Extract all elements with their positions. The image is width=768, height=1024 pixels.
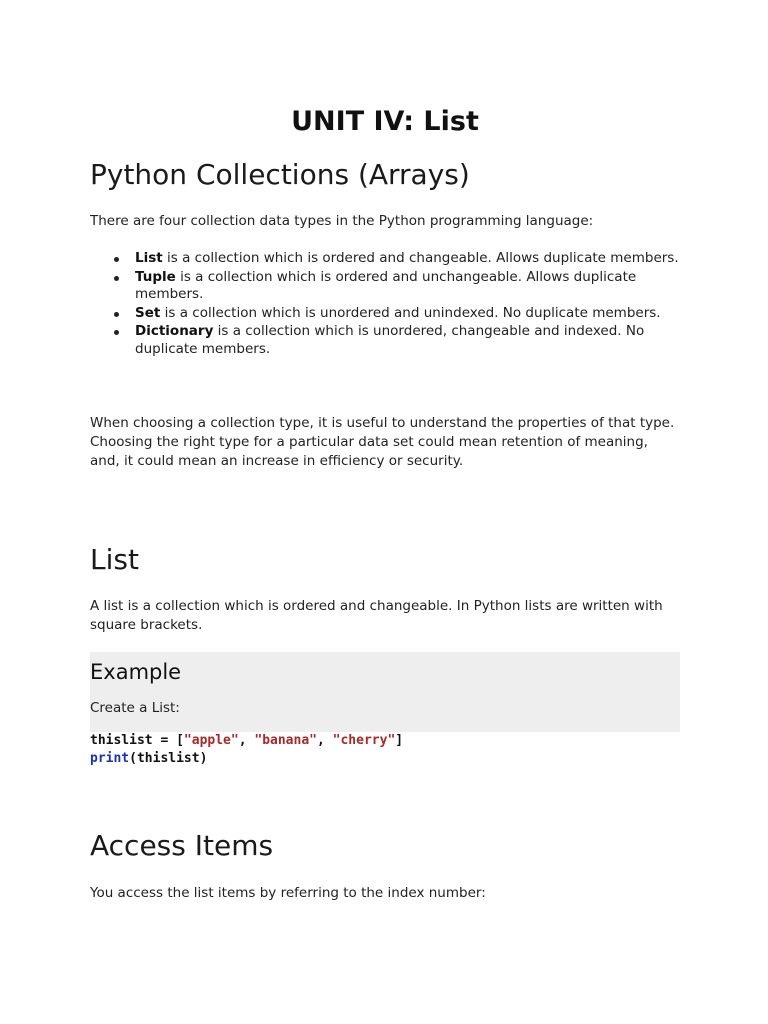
collections-intro: There are four collection data types in the Python programming language: [90,213,594,229]
bullet-icon [114,330,119,335]
term-dictionary: Dictionary [135,323,214,339]
term-description: is a collection which is unordered and unindexed. No duplicate members. [160,304,661,321]
term-list: List [135,250,163,266]
term-tuple: Tuple [135,268,176,285]
term-description: is a collection which is ordered and changeable. Allows duplicate members. [162,250,679,266]
code-text: , [317,733,333,748]
bullet-icon [114,276,119,281]
code-string: "banana" [254,733,317,748]
list-item [90,305,680,323]
list-description: A list is a collection which is ordered and changeable. In Python lists are written with square brackets. [90,598,663,633]
list-item [90,250,680,268]
list-item [90,269,680,304]
document-title: UNIT IV: List [291,106,479,137]
code-text: thislist = [ [90,733,184,748]
term-description: is a collection which is ordered and unchangeable. Allows duplicate members. [135,268,637,302]
collection-types-list [90,250,680,359]
bullet-icon [114,257,119,262]
term-description: is a collection which is unordered, changeable and indexed. No duplicate members. [135,323,645,357]
heading-python-collections: Python Collections (Arrays) [90,158,470,191]
example-description: Create a List: [90,700,180,716]
collections-closing-paragraph: When choosing a collection type, it is useful to understand the properties of that type. Choosing the right type for a particular data set could mean retention of meaning, and, it could mean an increase in efficiency or security. [90,415,675,469]
heading-access-items: Access Items [90,829,274,862]
code-text: ] [395,733,404,748]
term-set: Set [135,304,161,321]
heading-list: List [90,543,139,576]
access-items-description: You access the list items by referring to the index number: [90,885,486,901]
code-keyword: print [90,751,130,766]
code-string: "apple" [183,733,239,748]
example-heading: Example [90,660,182,684]
list-item [90,323,680,358]
bullet-icon [114,312,119,317]
code-text: (thislist) [129,751,208,766]
code-text: , [238,733,255,748]
code-string: "cherry" [332,733,396,748]
example-box [90,652,680,732]
code-block [90,732,680,768]
